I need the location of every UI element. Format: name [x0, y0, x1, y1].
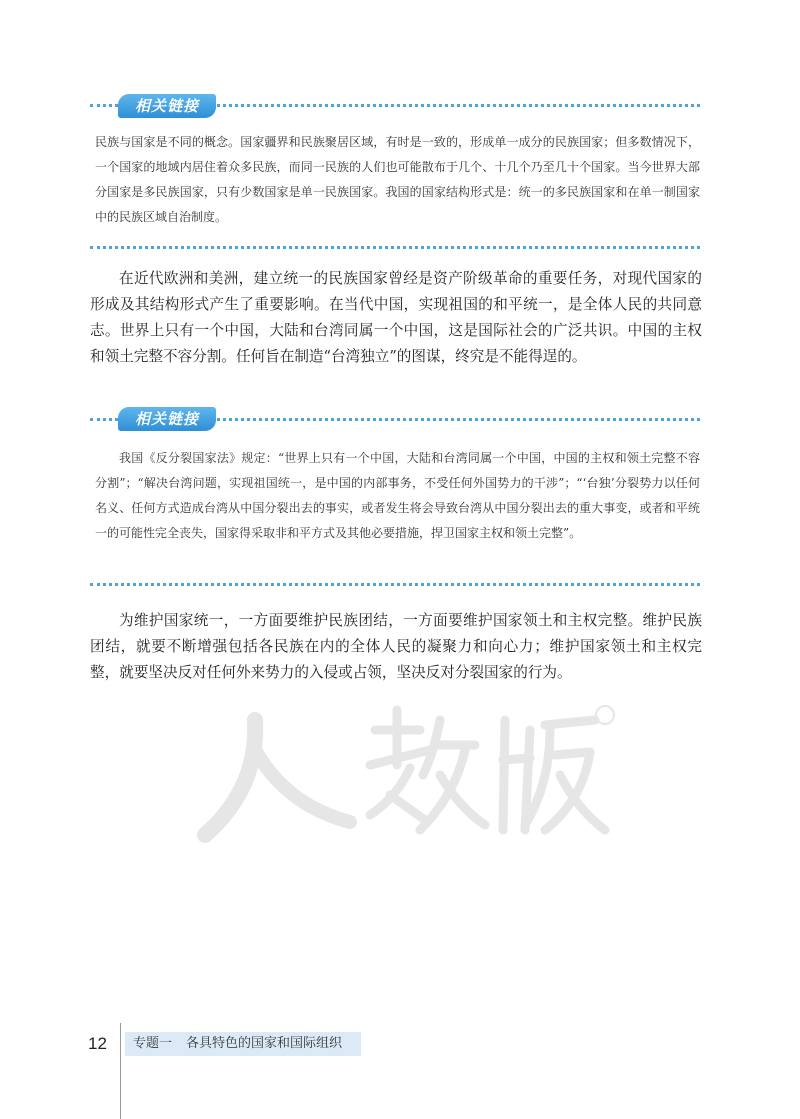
- related-link-text-2: 我国《反分裂国家法》规定：“世界上只有一个中国，大陆和台湾同属一个中国，中国的主权和领土完整不容分割”；“解决台湾问题，实现祖国统一，是中国的内部事务，不受任何外国势力的干涉”；“‘台独’分裂势力以任何名义、任何方式造成台湾从中国分裂出去的事实，或者发生将会导致台湾从中国分裂出去的重大事变，或者和平统一的可能性完全丧失，国家得采取非和平方式及其他必要措施，捍卫国家主权和领土完整”。: [95, 451, 700, 540]
- related-link-tag-1: 相关链接: [118, 94, 216, 118]
- related-link-text-1: 民族与国家是不同的概念。国家疆界和民族聚居区域，有时是一致的，形成单一成分的民族国家；但多数情况下，一个国家的地域内居住着众多民族，而同一民族的人们也可能散布于几个、十几个乃至几十个国家。当今世界大部分国家是多民族国家，只有少数国家是单一民族国家。我国的国家结构形式是：统一的多民族国家和在单一制国家中的民族区域自治制度。: [95, 135, 700, 224]
- link-box-2-bottom-border: [90, 583, 700, 586]
- related-link-tag-2: 相关链接: [118, 407, 216, 431]
- page-number: 12: [88, 1034, 107, 1053]
- link-box-1-bottom-border: [90, 246, 700, 249]
- footer-chapter-title: 各具特色的国家和国际组织: [186, 1036, 343, 1051]
- footer-chapter: 专题一: [133, 1036, 173, 1051]
- publisher-watermark-logo: [185, 690, 615, 850]
- footer-chapter-bar: [125, 1032, 361, 1056]
- body-paragraph-2: 为维护国家统一，一方面要维护民族团结，一方面要维护国家领土和主权完整。维护民族团结，就要不断增强包括各民族在内的全体人民的凝聚力和向心力；维护国家领土和主权完整，就要坚决反对任何外来势力的入侵或占领，坚决反对分裂国家的行为。: [90, 612, 702, 681]
- footer-divider-line: [120, 1023, 121, 1119]
- body-paragraph-1: 在近代欧洲和美洲，建立统一的民族国家曾经是资产阶级革命的重要任务，对现代国家的形成及其结构形式产生了重要影响。在当代中国，实现祖国的和平统一，是全体人民的共同意志。世界上只有一个中国，大陆和台湾同属一个中国，这是国际社会的广泛共识。中国的主权和领土完整不容分割。任何旨在制造“台湾独立”的图谋，终究是不能得逞的。: [90, 270, 702, 365]
